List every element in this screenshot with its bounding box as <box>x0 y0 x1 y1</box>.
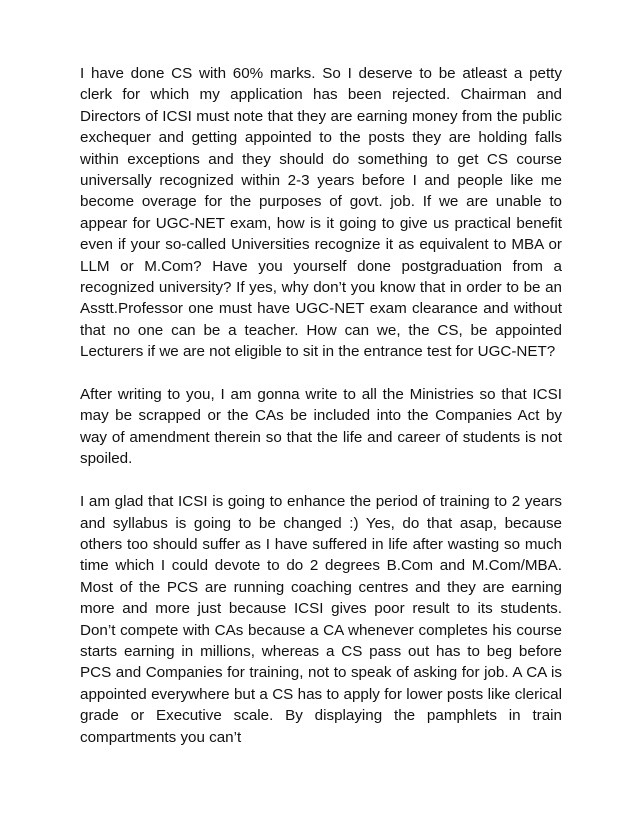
letter-body <box>80 63 562 748</box>
paragraph-2: After writing to you, I am gonna write to all the Ministries so that ICSI may be scrapped or the CAs be included into the Companies Act by way of amendment therein so that the life and career of students is not spoiled. <box>80 386 562 468</box>
paragraph-1: I have done CS with 60% marks. So I deserve to be atleast a petty clerk for which my application has been rejected. Chairman and Directors of ICSI must note that they are earning money from the public exchequer and getting appointed to the posts they are holding falls within exceptions and they should do something to get CS course universally recognized within 2-3 years before I and people like me become overage for the purposes of govt. job. If we are unable to appear for UGC-NET exam, how is it going to give us practical benefit even if your so-called Universities recognize it as equivalent to MBA or LLM or M.Com? Have you yourself done postgraduation from a recognized university? If yes, why don’t you know that in order to be an Asstt.Professor one must have UGC-NET exam clearance and without that no one can be a teacher. How can we, the CS, be appointed Lecturers if we are not eligible to sit in the entrance test for UGC-NET? <box>80 65 562 361</box>
paragraph-3: I am glad that ICSI is going to enhance the period of training to 2 years and syllabus is going to be changed :) Yes, do that asap, because others too should suffer as I have suffered in life after wasting so much time which I could devote to do 2 degrees B.Com and M.Com/MBA. Most of the PCS are running coaching centres and they are earning more and more just because ICSI gives poor result to its students. Don’t compete with CAs because a CA whenever completes his course starts earning in millions, whereas a CS pass out has to beg before PCS and Companies for training, not to speak of asking for job. A CA is appointed everywhere but a CS has to apply for lower posts like clerical grade or Executive scale. By displaying the pamphlets in train compartments you can’t <box>80 493 562 746</box>
